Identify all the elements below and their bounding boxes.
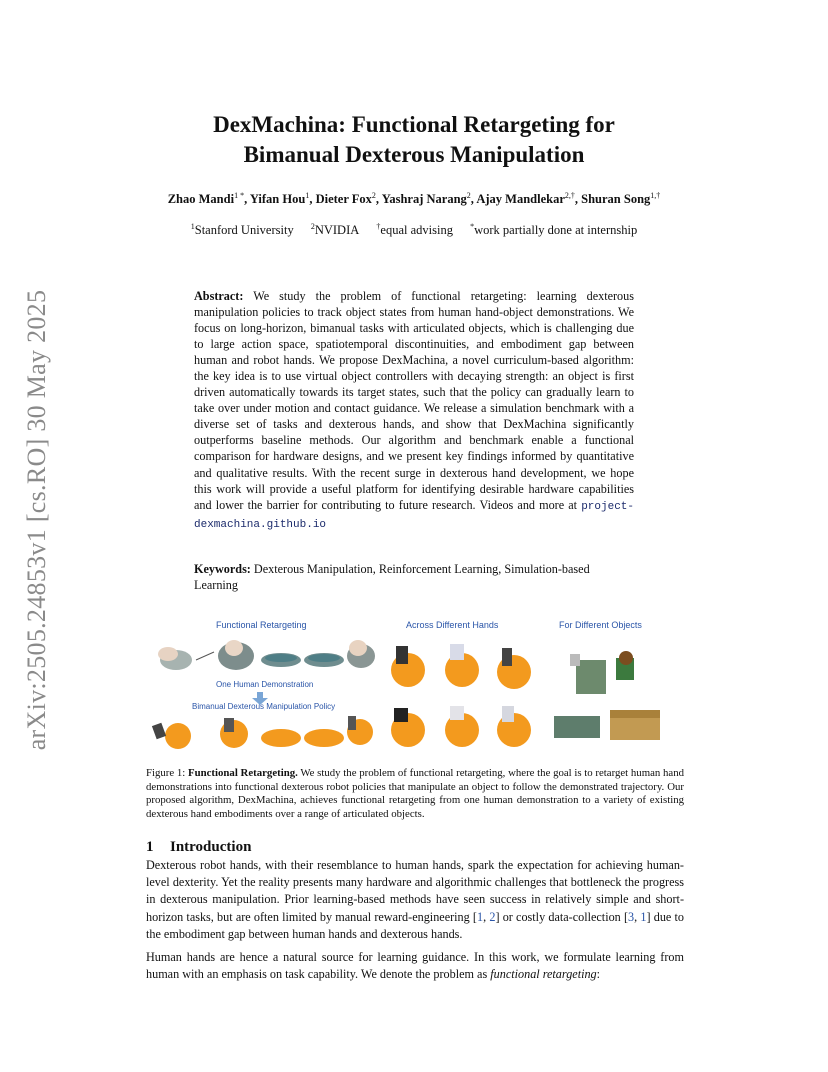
author-name: Zhao Mandi bbox=[167, 192, 235, 207]
author-sup: 2 bbox=[466, 191, 471, 200]
para-text: ] or costly data-collection [ bbox=[495, 909, 629, 924]
paper-title bbox=[0, 110, 828, 170]
abstract-label: Abstract: bbox=[194, 289, 244, 303]
author-sup: 1,† bbox=[650, 191, 661, 200]
arxiv-sidebar bbox=[12, 280, 62, 760]
author-name: Dieter Fox bbox=[315, 192, 372, 207]
hands-panel bbox=[391, 644, 531, 747]
panel-title-objects: For Different Objects bbox=[559, 620, 642, 630]
human-demo-row bbox=[158, 640, 375, 670]
citation-link[interactable]: 2 bbox=[489, 909, 496, 924]
project-link[interactable]: project-dexmachina.github.io bbox=[194, 500, 634, 531]
section-number: 1 bbox=[146, 839, 154, 855]
caption-bold: Functional Retargeting. bbox=[188, 767, 298, 779]
robot-policy-row bbox=[152, 716, 373, 749]
affil-text: Stanford University bbox=[194, 223, 294, 238]
demo-label: One Human Demonstration bbox=[216, 680, 314, 689]
panel-title-hands: Across Different Hands bbox=[406, 620, 499, 630]
affil-text: work partially done at internship bbox=[474, 223, 638, 238]
para-text: Human hands are hence a natural source for learning guidance. In this work, we formulate learning from human with an emphasis on task capability. We denote the problem as bbox=[146, 950, 684, 982]
section-heading bbox=[146, 839, 251, 856]
affil-sup: * bbox=[470, 222, 475, 231]
abstract bbox=[194, 288, 634, 533]
affil-text: NVIDIA bbox=[314, 223, 360, 238]
para-text: , bbox=[634, 909, 641, 924]
panel-title-functional: Functional Retargeting bbox=[216, 620, 307, 630]
citation-link[interactable]: 1 bbox=[477, 909, 484, 924]
citation-link[interactable]: 1 bbox=[640, 909, 647, 924]
author-sup: 1 bbox=[305, 191, 310, 200]
title-line-1: DexMachina: Functional Retargeting for bbox=[213, 112, 615, 137]
policy-label: Bimanual Dexterous Manipulation Policy bbox=[192, 702, 336, 711]
para-text: Dexterous robot hands, with their resemblance to human hands, spark the expectation for achieving human-level dexterity. Yet the reality presents many hardware and algorithmic challenges that bottleneck the progress in dexterous manipulation. Prior learning-based methods have seen success in relatively simple and short-horizon tasks, but are often limited by manual reward-engineering [ bbox=[146, 858, 684, 924]
author-name: Yashraj Narang bbox=[381, 192, 467, 207]
figure-1 bbox=[146, 618, 684, 754]
author-sup: 1 * bbox=[234, 191, 245, 200]
affil-sup: 2 bbox=[310, 222, 315, 231]
author-name: Ajay Mandlekar bbox=[476, 192, 565, 207]
affil-sup: 1 bbox=[190, 222, 195, 231]
para-text: ] due to the embodiment gap between human hands and dexterous hands. bbox=[146, 909, 685, 941]
para-emphasis: functional retargeting bbox=[490, 967, 597, 982]
intro-paragraph-1 bbox=[146, 857, 684, 943]
author-name: Shuran Song bbox=[581, 192, 651, 207]
para-text: : bbox=[596, 967, 601, 982]
author-name: Yifan Hou bbox=[249, 192, 306, 207]
keywords-label: Keywords: bbox=[194, 562, 251, 576]
intro-paragraph-2 bbox=[146, 949, 684, 983]
affil-text: equal advising bbox=[380, 223, 453, 238]
affiliations bbox=[0, 222, 828, 238]
author-sup: 2,† bbox=[564, 191, 575, 200]
arxiv-id: arXiv:2505.24853v1 [cs.RO] 30 May 2025 bbox=[22, 289, 51, 751]
author-sup: 2 bbox=[371, 191, 376, 200]
caption-label: Figure 1: bbox=[146, 767, 186, 779]
citation-link[interactable]: 3 bbox=[628, 909, 635, 924]
title-line-2: Bimanual Dexterous Manipulation bbox=[243, 142, 585, 167]
figure-caption bbox=[146, 767, 684, 821]
keywords bbox=[194, 561, 634, 593]
section-title: Introduction bbox=[170, 839, 252, 855]
keywords-text: Dexterous Manipulation, Reinforcement Learning, Simulation-based Learning bbox=[194, 562, 590, 592]
caption-text: We study the problem of functional retargeting, where the goal is to retarget human hand demonstrations into functional dexterous robot policies that manipulate an object to follow the demonstrated trajectory. Our proposed algorithm, DexMachina, achieves functional retargeting from one human demonstration to a variety of existing dexterous hand embodiments over a range of articulated objects. bbox=[146, 767, 684, 820]
para-text: , bbox=[483, 909, 490, 924]
objects-panel bbox=[554, 651, 660, 740]
affil-sup: † bbox=[376, 222, 381, 231]
abstract-text: We study the problem of functional retargeting: learning dexterous manipulation policies to track object states from human hand-object demonstrations. We focus on long-horizon, bimanual tasks with articulated objects, which is challenging due to large action space, spatiotemporal discontinuities, and embodiment gap between human and robot hands. We propose DexMachina, a novel curriculum-based algorithm: the key idea is to use virtual object controllers with decaying strength: an object is first driven automatically towards its target states, such that the policy can gradually learn to take over under motion and contact guidance. We release a simulation benchmark with a diverse set of tasks and dexterous hands, and show that DexMachina significantly outperforms baseline methods. Our algorithm and benchmark enable a functional comparison for hardware designs, and we present key findings informed by quantitative and qualitative results. With the recent surge in dexterous hand development, we hope this work will provide a useful platform for identifying desirable hardware capabilities and lower the barrier for contributing to future research. Videos and more at bbox=[194, 289, 634, 512]
author-list: Zhao Mandi$^{1 *}$, Yifan Hou$^1$, Dieter Fox$^2$, Yashraj Narang$^2$, Ajay Mandlekar$^{2,\dagger}$, Shuran Song$^{1,\dagger}$ bbox=[167, 191, 661, 207]
